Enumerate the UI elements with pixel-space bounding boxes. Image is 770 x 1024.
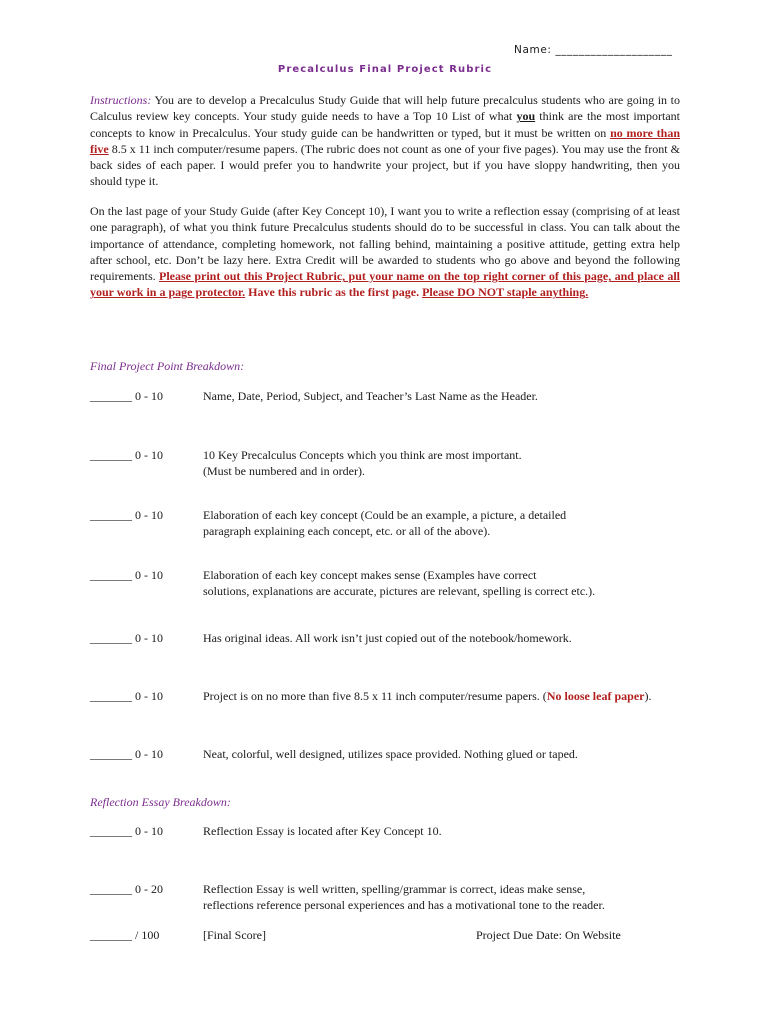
row-description — [203, 447, 683, 480]
row-description-b: ). — [644, 689, 652, 703]
points-blank: _______ 0 - 10 — [90, 824, 163, 838]
row-description-line-2: solutions, explanations are accurate, pictures are relevant, spelling is correct etc.). — [203, 584, 596, 599]
due-date: Project Due Date: On Website — [476, 928, 621, 942]
row-description-line-2: reflections reference personal experiences and has a motivational tone to the reader. — [203, 898, 605, 913]
reflection-red-2: Have this rubric as the first page. — [245, 285, 423, 300]
row-description — [203, 688, 683, 704]
points-blank: _______ 0 - 20 — [90, 882, 163, 896]
instructions-text-3: 8.5 x 11 inch computer/resume papers. (The rubric does not count as one of your five pages). You may use the front & back sides of each paper. I would prefer you to handwrite your project, but if you have sloppy handwriting, then you should type it. — [90, 141, 680, 189]
row-description — [203, 567, 683, 600]
row-description: Reflection Essay is located after Key Concept 10. — [203, 824, 442, 838]
final-points-blank: _______ / 100 — [90, 928, 160, 942]
essay-breakdown-title: Reflection Essay Breakdown: — [90, 795, 231, 809]
instructions-emph-you: you — [516, 109, 536, 124]
row-description: Name, Date, Period, Subject, and Teacher’s Last Name as the Header. — [203, 389, 538, 403]
row-description-line-1: Reflection Essay is well written, spelling/grammar is correct, ideas make sense, — [203, 882, 586, 896]
points-blank: _______ 0 - 10 — [90, 389, 163, 403]
row-description: Neat, colorful, well designed, utilizes space provided. Nothing glued or taped. — [203, 747, 578, 761]
point-breakdown-title: Final Project Point Breakdown: — [90, 359, 245, 373]
row-description — [203, 881, 683, 914]
instructions-red-no-more: no more than five — [90, 125, 681, 156]
row-description: Has original ideas. All work isn’t just copied out of the notebook/homework. — [203, 631, 572, 645]
points-blank: _______ 0 - 10 — [90, 448, 163, 462]
row-description-line-1: Elaboration of each key concept makes sense (Examples have correct — [203, 568, 537, 582]
row-description — [203, 507, 683, 540]
row-description-line-1: Elaboration of each key concept (Could be an example, a picture, a detailed — [203, 508, 567, 522]
row-description-line-1: 10 Key Precalculus Concepts which you think are most important. — [203, 448, 522, 462]
row-description-line-2: paragraph explaining each concept, etc. or all of the above). — [203, 524, 491, 539]
row-description-line-2: (Must be numbered and in order). — [203, 464, 365, 479]
instructions-text-2: think are the most important concepts to know in Precalculus. Your study guide can be handwritten or typed, but it must be written on — [90, 109, 681, 140]
instructions-label: Instructions: — [90, 93, 152, 107]
row-description-a: Project is on no more than five 8.5 x 11 inch computer/resume papers. ( — [203, 689, 547, 703]
points-blank: _______ 0 - 10 — [90, 689, 163, 703]
points-blank: _______ 0 - 10 — [90, 747, 163, 761]
points-blank: _______ 0 - 10 — [90, 631, 163, 645]
name-line: Name: ____________________ — [514, 44, 673, 56]
final-score-label: [Final Score] — [203, 928, 266, 942]
instructions-text-1: You are to develop a Precalculus Study Guide that will help future precalculus students who are going in to Calculus review key concepts. Your study guide needs to have a Top 10 List of what — [90, 93, 680, 124]
points-blank: _______ 0 - 10 — [90, 508, 163, 522]
reflection-text-1: On the last page of your Study Guide (after Key Concept 10), I want you to write a reflection essay (comprising of at least one paragraph), of what you think future Precalculus students should do to be successful in class. You can talk about the importance of attendance, completing homework, not falling behind, maintaining a positive attitude, getting extra help after school, etc. Don’t be lazy here. Extra Credit will be awarded to students who go above and beyond the following requirements. — [90, 204, 680, 284]
points-blank: _______ 0 - 10 — [90, 568, 163, 582]
no-loose-leaf-note: No loose leaf paper — [546, 689, 645, 703]
page-title: Precalculus Final Project Rubric — [277, 64, 493, 75]
reflection-red-3: Please DO NOT staple anything. — [422, 285, 589, 300]
instructions-paragraph — [90, 92, 680, 190]
reflection-paragraph — [90, 203, 680, 301]
reflection-red-1: Please print out this Project Rubric, put your name on the top right corner of this page, and place all your work in a page protector. — [90, 269, 680, 300]
